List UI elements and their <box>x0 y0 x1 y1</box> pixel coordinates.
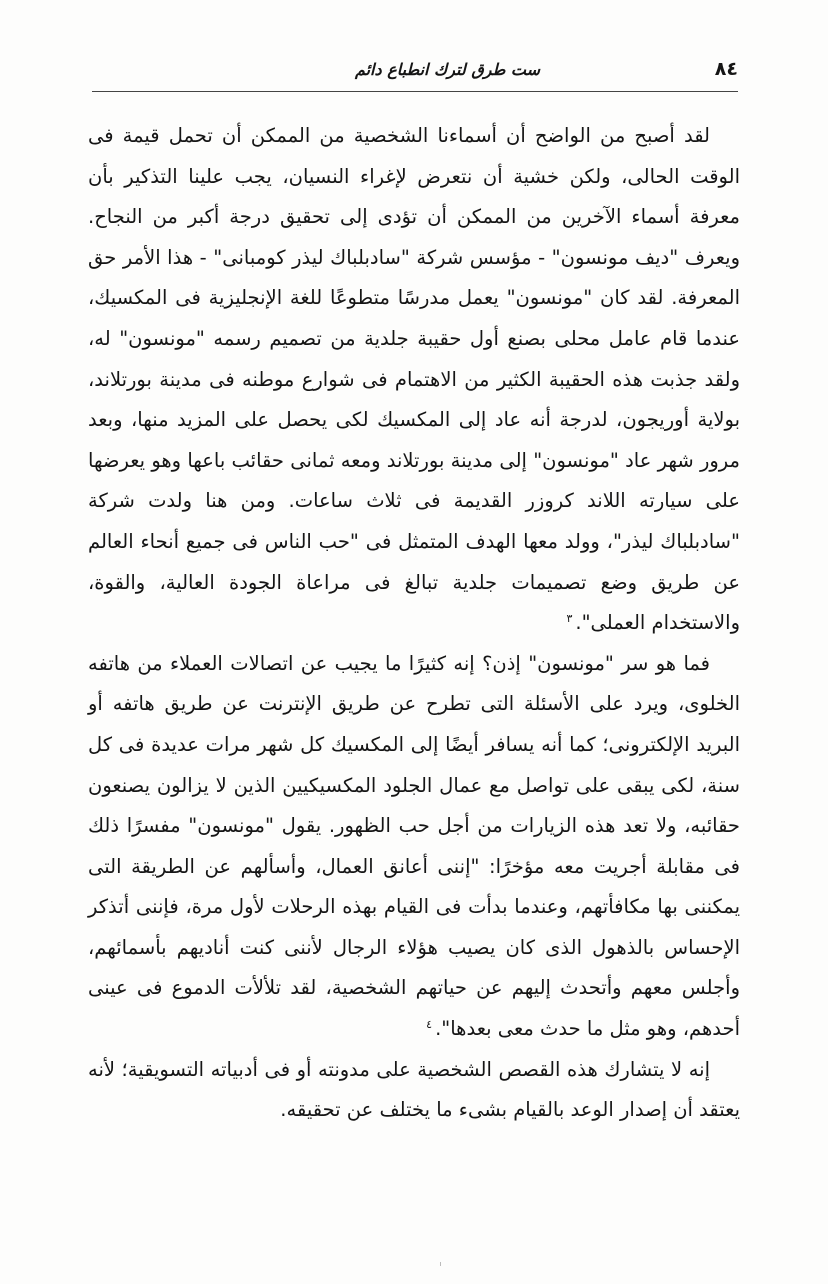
paragraph-text: فما هو سر "مونسون" إذن؟ إنه كثيرًا ما يجيب عن اتصالات العملاء من هاتفه الخلوى، ويرد على الأسئلة التى تطرح عن طريق الإنترنت عن طريق هاتفه أو البريد الإلكترونى؛ كما أنه يسافر أيضًا إلى المكسيك كل شهر مرات عديدة فى كل سنة، لكى يبقى على تواصل مع عمال الجلود المكسيكيين الذين لا يزالون يصنعون حقائبه، ولا تعد هذه الزيارات من أجل حب الظهور. يقول "مونسون" مفسرًا ذلك فى مقابلة أجريت معه مؤخرًا: "إننى أعانق العمال، وأسألهم عن الطريقة التى يمكننى بها مكافأتهم، وعندما بدأت فى القيام بهذه الرحلات لأول مرة، فإننى أتذكر الإحساس بالذهول الذى كان يصيب هؤلاء الرجال لأننى كنت أناديهم بأسمائهم، وأجلس معهم وأتحدث إليهم عن حياتهم الشخصية، لقد تلألأت الدموع فى عينى أحدهم، وهو مثل ما حدث معى بعدها". <box>88 651 740 1041</box>
footnote-marker: ٤ <box>426 1017 433 1031</box>
page-edge-mark <box>440 1262 441 1266</box>
paragraph-text: إنه لا يتشارك هذه القصص الشخصية على مدونته أو فى أدبياته التسويقية؛ لأنه يعتقد أن إصدار الوعد بالقيام بشىء ما يختلف عن تحقيقه. <box>88 1057 740 1122</box>
footnote-marker: ٣ <box>566 611 573 625</box>
paragraph-text: لقد أصبح من الواضح أن أسماءنا الشخصية من الممكن أن تحمل قيمة فى الوقت الحالى، ولكن خشية أن نتعرض لإغراء النسيان، يجب علينا التذكير بأن معرفة أسماء الآخرين من الممكن أن تؤدى إلى تحقيق درجة أكبر من النجاح. ويعرف "ديف مونسون" - مؤسس شركة "سادبلباك ليذر كومبانى" - هذا الأمر حق المعرفة. لقد كان "مونسون" يعمل مدرسًا متطوعًا للغة الإنجليزية فى المكسيك، عندما قام عامل محلى بصنع أول حقيبة جلدية من تصميم رسمه "مونسون" له، ولقد جذبت هذه الحقيبة الكثير من الاهتمام فى شوارع موطنه فى مدينة بورتلاند، بولاية أوريجون، لدرجة أنه عاد إلى المكسيك لكى يحصل على المزيد منها، وبعد مرور شهر عاد "مونسون" إلى مدينة بورتلاند ومعه ثمانى حقائب باعها وهو يعرضها على سيارته اللاند كروزر القديمة فى ثلاث ساعات. ومن هنا ولدت شركة "سادبلباك ليذر"، وولد معها الهدف المتمثل فى "حب الناس فى جميع أنحاء العالم عن طريق وضع تصميمات جلدية تبالغ فى مراعاة الجودة العالية، والقوة، والاستخدام العملى". <box>88 124 740 635</box>
paragraph-3 <box>88 1050 740 1131</box>
page-number: ٨٤ <box>714 58 738 80</box>
header-divider <box>92 91 738 92</box>
running-header <box>90 58 738 88</box>
book-title: ست طرق لترك انطباع دائم <box>354 60 540 79</box>
body-text <box>88 116 740 1131</box>
paragraph-2 <box>88 644 740 1050</box>
paragraph-1 <box>88 116 740 644</box>
